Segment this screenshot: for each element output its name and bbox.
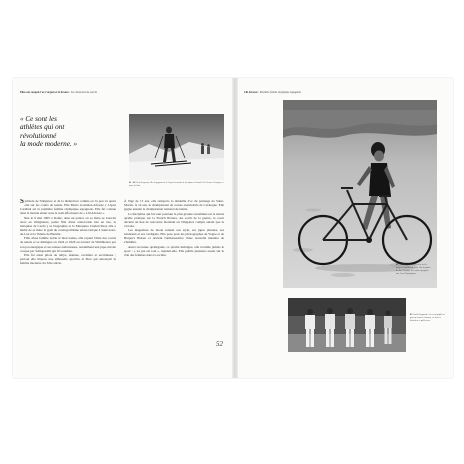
left-running-head: Elles ont conquis l'or, l'argent et le bronze / Les Jeunesses du succès (20, 91, 98, 94)
right-running-head: Lili Alvarez / Première femme olympique espagnole (244, 91, 301, 94)
tennis-team-photo (288, 298, 406, 352)
pull-quote: « Ce sont les athlètes qui ont révolutionné la mode moderne. » (20, 115, 78, 148)
left-page (13, 78, 232, 378)
drop-cap: S (20, 199, 24, 205)
tennis-team-image (288, 298, 406, 352)
bicycle-photo-caption: 03 – 04 Lili Alvarez, à vélo sur la plage en maillot de bain. Sur la photo du bas, l'équipe de tennis espagnole aux Jeux Olympiques. (396, 264, 431, 275)
magazine-spread (13, 78, 453, 378)
ski-photo-image (129, 114, 224, 180)
right-page (238, 78, 453, 378)
tennis-photo-caption: 05 Carla Nogaretti et ses coéquipières posent avant le tournoi, en tenues blanches et pull-overs. (410, 314, 445, 322)
body-column-1: Symbole de l'élégance et de la distinction comme on l'a peu vu après elle sur les courts de tennis. Elle Maria Gonzalez-Alvarez y López Cardinal est la première femme olympique espagnole. Elle fut connue dans le monde entier sous le nom affectueux de « Lili Alvarez ». Née le 9 mai 1905 à Rome, dans un palace où sa mère se trouvait alors en villégiature, petite fille d'une aristocratie très en vue, la marquise de Cerdà y sa biographie et la Marquesa Ciudad Real, elle a hérité de sa mère le goût du cosmopolitisme aristocratique à Saint-Jean-de-Luz et la Valette de Biarritz. Fille d'une famille noble et bien nantie, elle rejoint l'élite des courts de tennis et se distingue en 1924 et 1926 au tournoi de Wimbledon par son jeu énergique et ses tenues audacieuses, notamment une jupe-culotte conçue par Schiaparelli qui fit scandale. Elle fut aussi pilote de rallye, skieuse, cavalière et escrimeuse ; partout elle imposa une silhouette sportive et libre qui annonçait la femme moderne du XXe siècle. (20, 199, 116, 266)
ski-photo (129, 114, 224, 180)
ski-photo-caption: 01 – 02 Carla Nogaretti, fille du gagnant de la Coupe du monde de ski alpin au Canada. Lili Alvarez à la plage en tenue de bain. (129, 182, 224, 187)
page-number: 52 (216, 340, 223, 348)
body-column-2: À l'âge de 13 ans, elle remporte la médaille d'or du patinage de Saint-Moritz. À 14 ans, le championnat de course automobile de Catalogne. Elle gagne ensuite le championnat national de tennis. La discipline qui lui vaut pourtant la plus grande renommée est le tennis qu'elle pratique sur la French Riviera. Au sortir de la guerre, le court devient un lieu de rencontre mondain où l'élégance compte autant que la victoire. Les magazines de mode saluent son style, ses jupes plissées, ses bandeaux et ses cardigans. Elle pose pour les photographes de Vogue et de Harper's Bazaar et devient l'ambassadrice d'une nouvelle manière de s'habiller. Aussi reconnue qu'élégante, ce qu'elle dédaigne, elle n'oublie jamais le sport : « Le jeu est tout », répétait-elle. Elle publie plusieurs essais sur le rôle des femmes dans la société. (124, 199, 224, 258)
bicycle-beach-photo (283, 100, 437, 288)
bicycle-beach-image (283, 100, 437, 288)
